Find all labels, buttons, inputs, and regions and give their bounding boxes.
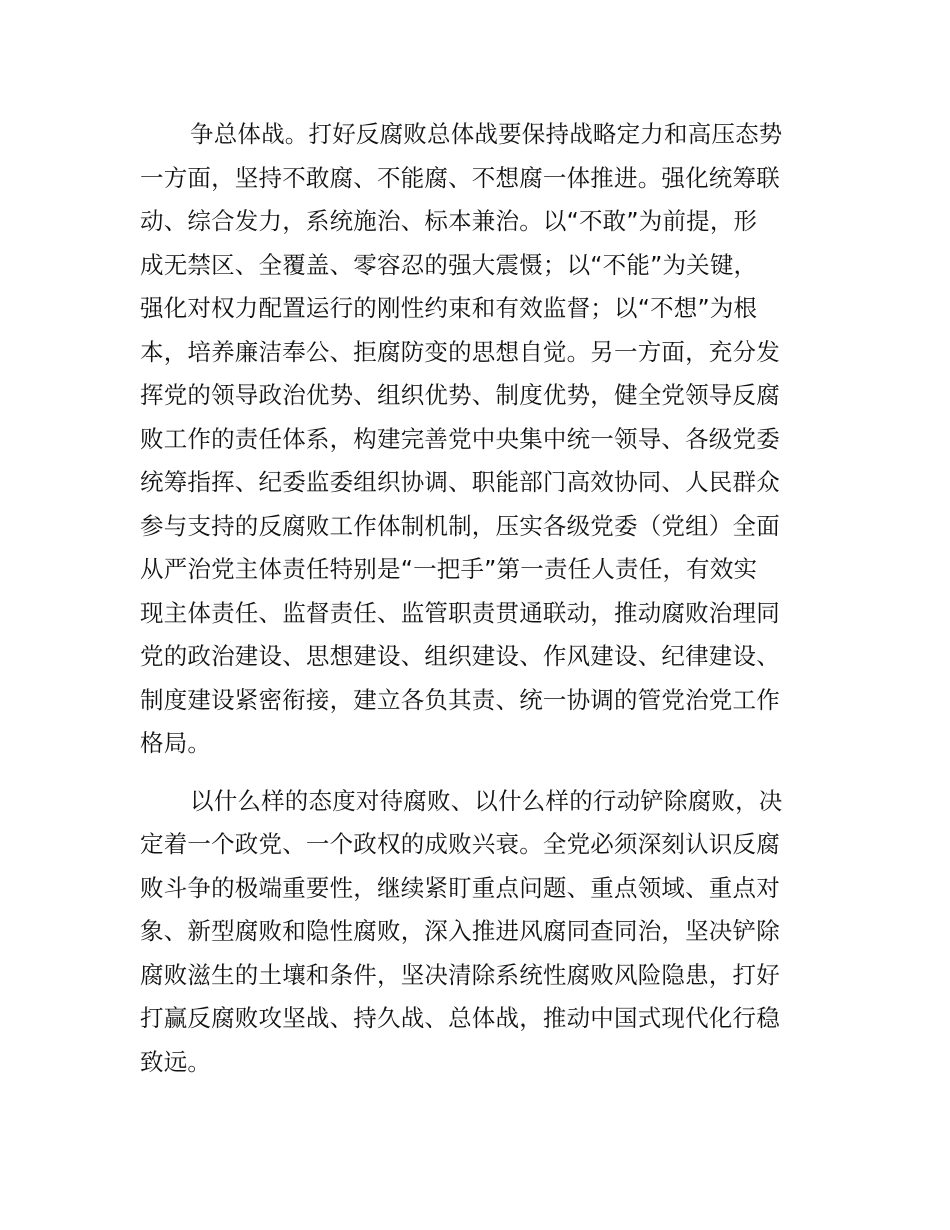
paragraph-1 xyxy=(140,113,810,766)
text-line: 败工作的责任体系，构建完善党中央集中统一领导、各级党委 xyxy=(140,424,780,453)
text-line: 致远。 xyxy=(140,1047,212,1076)
text-line: 制度建设紧密衔接，建立各负其责、统一协调的管党治党工作 xyxy=(140,685,780,714)
text-line: 统筹指挥、纪委监委组织协调、职能部门高效协同、人民群众 xyxy=(140,468,780,496)
text-line: 格局。 xyxy=(140,729,212,757)
text-line: 动、综合发力，系统施治、标本兼治。以“不敢”为前提，形 xyxy=(140,207,758,235)
text-line: 争总体战。打好反腐败总体战要保持战略定力和高压态势 xyxy=(190,120,783,148)
text-line: 党的政治建设、思想建设、组织建设、作风建设、纪律建设、 xyxy=(140,642,780,670)
text-line: 本，培养廉洁奉公、拒腐防变的思想自觉。另一方面，充分发 xyxy=(140,337,780,366)
document-body xyxy=(140,113,810,1084)
text-line: 现主体责任、监督责任、监管职责贯通联动，推动腐败治理同 xyxy=(140,598,780,627)
text-line: 败斗争的极端重要性，继续紧盯重点问题、重点领域、重点对 xyxy=(140,873,780,902)
text-line: 参与支持的反腐败工作体制机制，压实各级党委（党组）全面 xyxy=(140,511,780,540)
text-line: 象、新型腐败和隐性腐败，深入推进风腐同查同治，坚决铲除 xyxy=(140,917,780,945)
paragraph-gap xyxy=(140,766,810,780)
text-line: 挥党的领导政治优势、组织优势、制度优势，健全党领导反腐 xyxy=(140,381,780,409)
paragraph-2 xyxy=(140,780,810,1085)
text-line: 腐败滋生的土壤和条件，坚决清除系统性腐败风险隐患，打好 xyxy=(140,960,780,989)
text-line: 一方面，坚持不敢腐、不能腐、不想腐一体推进。强化统筹联 xyxy=(140,163,780,192)
text-line: 强化对权力配置运行的刚性约束和有效监督；以“不想”为根 xyxy=(140,294,758,322)
text-line: 从严治党主体责任特别是“一把手”第一责任人责任，有效实 xyxy=(140,555,758,583)
text-line: 打赢反腐败攻坚战、持久战、总体战，推动中国式现代化行稳 xyxy=(140,1004,780,1032)
text-line: 以什么样的态度对待腐败、以什么样的行动铲除腐败，决 xyxy=(190,786,783,815)
text-line: 定着一个政党、一个政权的成败兴衰。全党必须深刻认识反腐 xyxy=(140,830,780,858)
text-line: 成无禁区、全覆盖、零容忍的强大震慑；以“不能”为关键， xyxy=(140,250,758,279)
